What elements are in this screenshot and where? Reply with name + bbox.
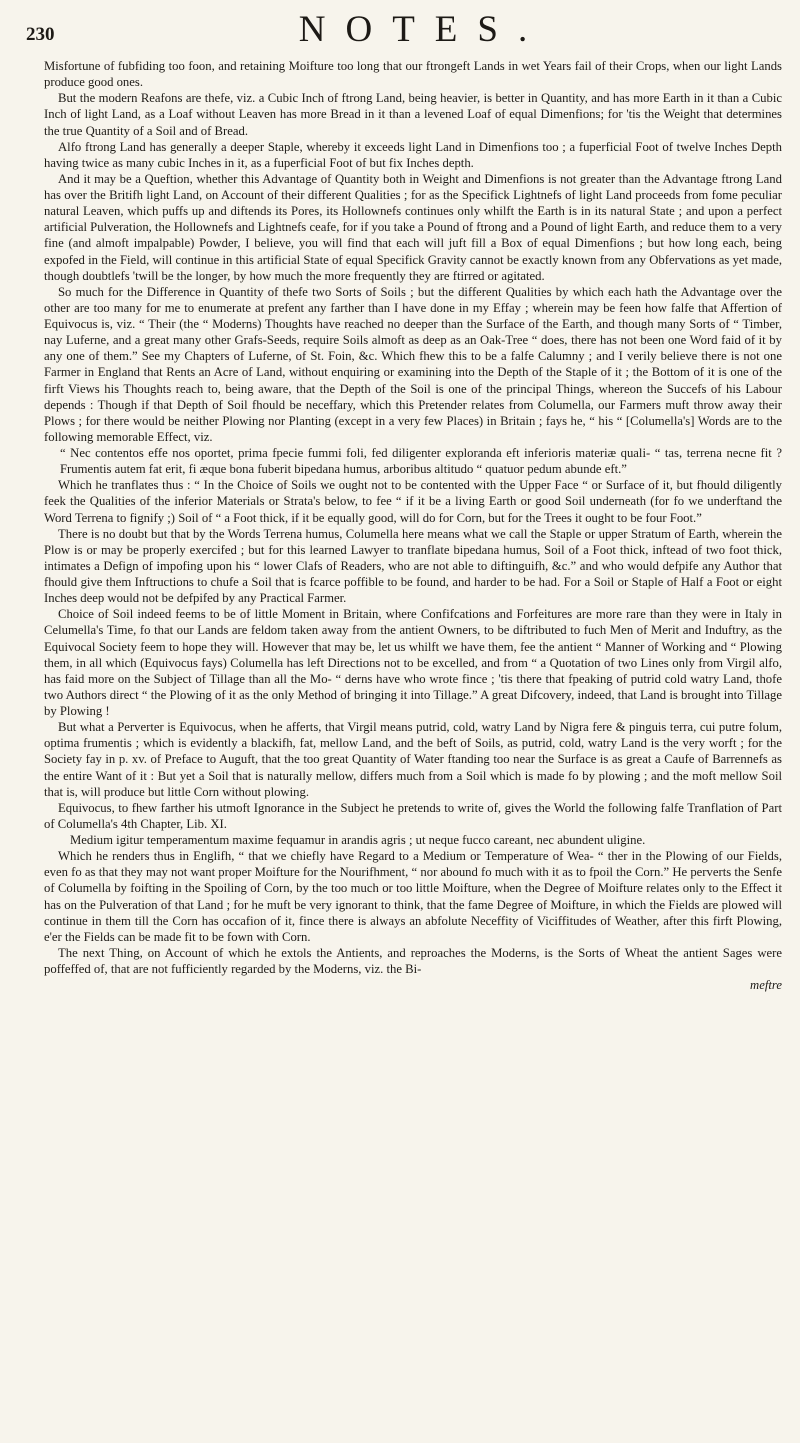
paragraph: Equivocus, to fhew farther his utmoft Ignorance in the Subject he pretends to write of, gives the World the following falfe Tranflation of Part of Columella's 4th Chapter, Lib. XI. [44, 800, 782, 831]
paragraph: Alfo ftrong Land has generally a deeper Staple, whereby it exceeds light Land in Dimenfions too ; a fuperficial Foot of twelve Inches Depth having twice as many cubic Inches in it, as a fuperficial Foot of but fix Inches depth. [44, 139, 782, 170]
running-head: NOTES. [298, 9, 548, 50]
paragraph: Which he renders thus in Englifh, “ that we chiefly have Regard to a Medium or Temperature of Wea- “ ther in the Plowing of our Fields, even fo as that they may not want proper Moifture for the Nourifhment, “ nor abound fo much with it as to fpoil the Corn.” He perverts the Senfe of Columella by foifting in the Spoiling of Corn, by the too much or too little Moifture, when the Degree of Moifture relates only to the Effect it has on the Pulveration of that Land ; for he muft be very ignorant to think, that the fame Degree of Moifture, in which the Fields are plowed will continue in them till the Corn has occafion of it, fince there is always an abfolute Neceffity of Viciffitudes of Weather, after this firft Plowing, e'er the Fields can be made fit to be fown with Corn. [44, 849, 782, 944]
paragraph: There is no doubt but that by the Words Terrena humus, Columella here means what we call the Staple or upper Stratum of Earth, wherein the Plow is or may be properly exercifed ; but for this learned Lawyer to tranflate bipedana humus, Soil of a Foot thick, inftead of two foot thick, intimates a Defign of impofing upon his “ lower Clafs of Readers, who are not able to diftinguifh, &c.” and who would defpife any Author that fhould give them Inftructions to chufe a Soil that is fcarce poffible to be found, and harder to be had. For a Soil or Staple of Half a Foot or eight Inches deep would not be defpifed by any Practical Farmer. [44, 526, 782, 606]
catchword: meftre [750, 978, 782, 993]
latin-quotation: “ Nec contentos effe nos oportet, prima fpecie fummi foli, fed diligenter exploranda eft inferioris materiæ quali- “ tas, terrena necne fit ? Frumentis autem fat erit, fi æque bona fuberit bipedana humus, arboribus altitudo “ quatuor pedum abunde eft.” [60, 446, 782, 477]
paragraph: And it may be a Queftion, whether this Advantage of Quantity both in Weight and Dimenfions is not greater than the Advantage ftrong Land has over the Britifh light Land, on Account of their different Qualities ; for as the Specifick Lightnefs of light Land proceeds from fome peculiar natural Leaven, which puffs up and diftends its Pores, its Hollownefs continues only whilft the Earth is in its natural State ; and upon a perfect artificial Pulveration, the Hollownefs and Lightnefs ceafe, for if you take a Pound of ftrong and a Pound of light Earth, and reduce them to a very fine (and almoft impalpable) Powder, I believe, you will find that each will juft fill a Box of equal Dimenfions ; but how long each, being expofed in the Field, will continue in this artificial State of equal Specifick Gravity cannot be exactly known from any Obfervations as yet made, though doubtlefs 'twill be the longer, by how much the more frequently they are ftirred or agitated. [44, 171, 782, 283]
paragraph: So much for the Difference in Quantity of thefe two Sorts of Soils ; but the different Qualities by which each hath the Advantage over the other are too many for me to enumerate at prefent any farther than I have done in my Effay ; wherein may be feen how falfe that Affertion of Equivocus is, viz. “ Their (the “ Moderns) Thoughts have reached no deeper than the Surface of the Earth, and though many Sorts of “ Timber, nay Luferne, and a great many other Grafs-Seeds, require Soils almoft as deep as an Oak-Tree “ does, there has not been one Word faid of it by any one of them.” See my Chapters of Luferne, of St. Foin, &c. Which fhew this to be a falfe Calumny ; and I verily believe there is not one Farmer in England that Rents an Acre of Land, without enquiring or examining into the Depth of the Staple of it ; the Bottom of it is one of the firft Views his Thoughts reach to, being aware, that the Depth of the Soil is one of the principal Things, whereon the Succefs of his Labour depends : Though if that Depth of Soil fhould be neceffary, which this Pretender relates from Columella, our Farmers muft throw away their Plows ; for there would be neither Plowing nor Planting (except in a very few Places) in Britain ; fays he, “ his “ [Columella's] Words are to the following memorable Effect, viz. [44, 284, 782, 444]
body-text [44, 58, 782, 993]
paragraph: Choice of Soil indeed feems to be of little Moment in Britain, where Confifcations and Forfeitures are more rare than they were in Italy in Celumella's Time, fo that our Lands are feldom taken away from the antient Owners, to be diftributed to fuch Men of Merit and Induftry, as the Equivocal Society feem to hope they will. However that may be, let us whilft we have them, fee the antient “ Manner of Working and “ Plowing them, in all which (Equivocus fays) Columella has left Directions not to be excelled, and from “ a Quotation of two Lines only from Virgil alfo, has faid more on the Subject of Tillage than all the Mo- “ derns have who wrote fince ; 'tis there that fpeaking of putrid cold watry Land, thofe two Authors direct “ the Plowing of it as the only Method of bringing it into Tillage.” A great Difcovery, indeed, that Land is brought into Tillage by Plowing ! [44, 607, 782, 718]
paragraph: Which he tranflates thus : “ In the Choice of Soils we ought not to be contented with the Upper Face “ or Surface of it, but fhould diligently feek the Qualities of the inferior Materials or Strata's below, to fee “ if it be a living Earth or good Soil underneath (for fo we underftand the Word Terrena to fignify ;) Soil of “ a Foot thick, if it be equally good, will do for Corn, but for the Trees it ought to be four Foot.” [44, 478, 782, 525]
latin-quotation: Medium igitur temperamentum maxime fequamur in arandis agris ; ut neque fucco careant, nec abundent uligine. [70, 833, 646, 847]
paragraph: But what a Perverter is Equivocus, when he afferts, that Virgil means putrid, cold, watry Land by Nigra fere & pinguis terra, cui putre folum, optima frumentis ; which is evidently a blackifh, fat, mellow Land, and the beft of Soils, as putrid, cold, watry Land is the very worft ; for the Society fay in p. xv. of Preface to Auguft, that the too great Quantity of Water ftanding too near the Surface is as great a Caufe of Barrennefs as the entire Want of it : But yet a Soil that is naturally mellow, differs much from a Soil which is made fo by plowing ; and the moft mellow Soil that is, will produce but little Corn without plowing. [44, 720, 782, 799]
paragraph: The next Thing, on Account of which he extols the Antients, and reproaches the Moderns, is the Sorts of Wheat the antient Sages were poffeffed of, that are not fufficiently regarded by the Moderns, viz. the Bi- meftre [44, 945, 782, 993]
page-header [26, 8, 782, 58]
paragraph: Misfortune of fubfiding too foon, and retaining Moifture too long that our ftrongeft Lands in wet Years fail of their Crops, when our light Lands produce good ones. [44, 59, 782, 90]
paragraph: But the modern Reafons are thefe, viz. a Cubic Inch of ftrong Land, being heavier, is better in Quantity, and has more Earth in it than a Cubic Inch of light Land, as a Loaf without Leaven has more Bread in it than a levened Loaf of equal Dimenfions; for 'tis the Weight that determines the true Quantity of a Soil and of Bread. [44, 91, 782, 138]
page-number: 230 [26, 24, 55, 45]
